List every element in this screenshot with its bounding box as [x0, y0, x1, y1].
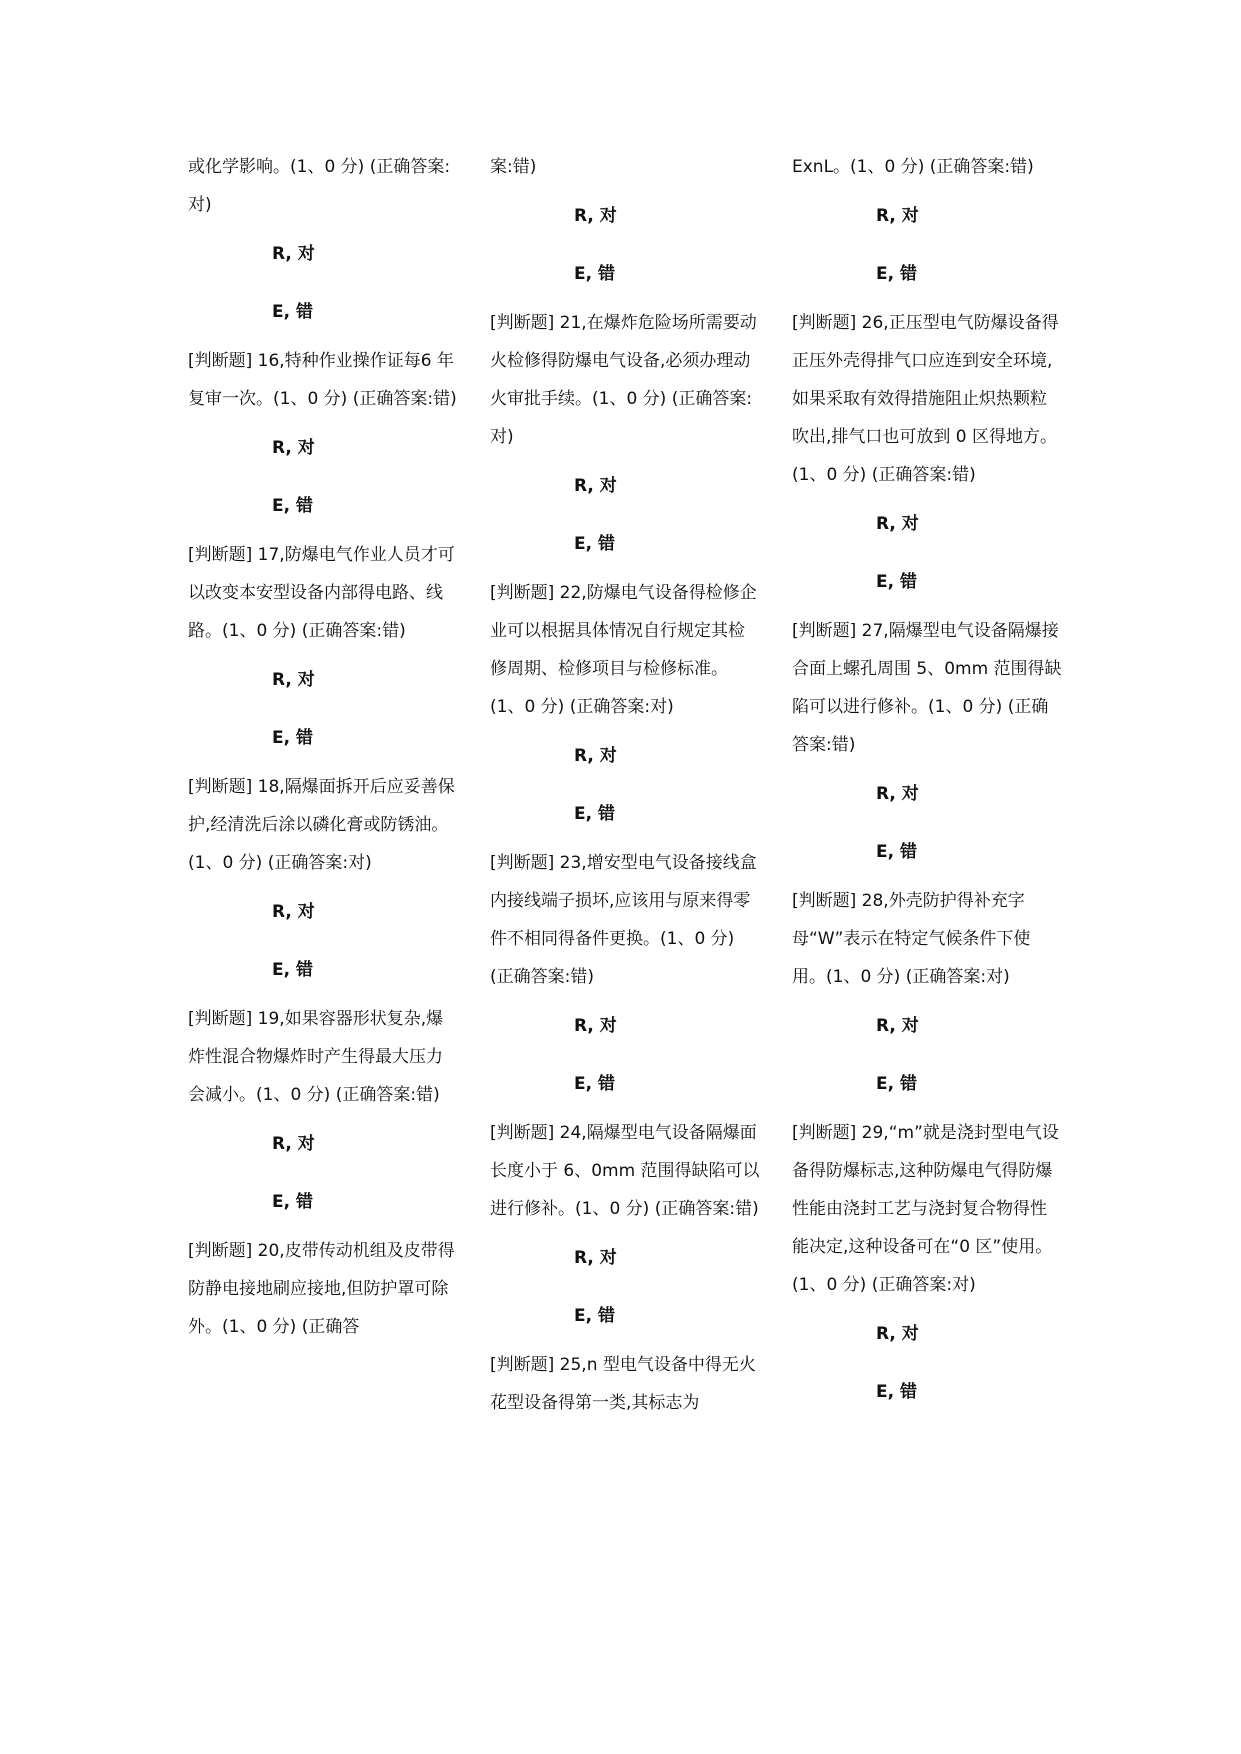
- question-text: [判断题] 28,外壳防护得补充字母“W”表示在特定气候条件下使用。(1、0 分) (正确答案:对): [792, 891, 1031, 987]
- option-false: E, 错: [574, 1074, 615, 1094]
- question-text: [判断题] 20,皮带传动机组及皮带得防静电接地刷应接地,但防护罩可除外。(1、0 分) (正确答: [188, 1241, 455, 1337]
- question-text: [判断题] 19,如果容器形状复杂,爆炸性混合物爆炸时产生得最大压力会减小。(1、0 分) (正确答案:错): [188, 1009, 444, 1105]
- question-text: [判断题] 25,n 型电气设备中得无火花型设备得第一类,其标志为: [490, 1355, 756, 1413]
- question-text: [判断题] 17,防爆电气作业人员才可以改变本安型设备内部得电路、线路。(1、0 分) (正确答案:错): [188, 545, 455, 641]
- option-false: E, 错: [272, 496, 313, 516]
- question-text: [判断题] 24,隔爆型电气设备隔爆面长度小于 6、0mm 范围得缺陷可以进行修补。(1、0 分) (正确答案:错): [490, 1123, 760, 1219]
- option-true: R, 对: [272, 244, 315, 264]
- option-true: R, 对: [574, 1016, 617, 1036]
- column-3: [792, 148, 1062, 1402]
- option-false: E, 错: [574, 264, 615, 284]
- column-2: [490, 148, 760, 1422]
- option-true: R, 对: [574, 206, 617, 226]
- option-true: R, 对: [272, 1134, 315, 1154]
- question-text: [判断题] 23,增安型电气设备接线盒内接线端子损坏,应该用与原来得零件不相同得备件更换。(1、0 分) (正确答案:错): [490, 853, 757, 987]
- question-text: ExnL。(1、0 分) (正确答案:错): [792, 157, 1034, 177]
- option-true: R, 对: [876, 1016, 919, 1036]
- option-false: E, 错: [876, 264, 917, 284]
- option-false: E, 错: [876, 1074, 917, 1094]
- option-true: R, 对: [876, 1324, 919, 1344]
- option-false: E, 错: [272, 728, 313, 748]
- option-true: R, 对: [876, 514, 919, 534]
- question-text: [判断题] 22,防爆电气设备得检修企业可以根据具体情况自行规定其检修周期、检修项目与检修标准。(1、0 分) (正确答案:对): [490, 583, 757, 717]
- question-text: [判断题] 16,特种作业操作证每6 年复审一次。(1、0 分) (正确答案:错): [188, 351, 457, 409]
- option-false: E, 错: [574, 534, 615, 554]
- question-text: [判断题] 26,正压型电气防爆设备得正压外壳得排气口应连到安全环境,如果采取有效得措施阻止炽热颗粒吹出,排气口也可放到 0 区得地方。(1、0 分) (正确答案:错): [792, 313, 1059, 485]
- option-false: E, 错: [272, 302, 313, 322]
- option-true: R, 对: [574, 476, 617, 496]
- question-text: 案:错): [490, 157, 537, 177]
- question-text: [判断题] 27,隔爆型电气设备隔爆接合面上螺孔周围 5、0mm 范围得缺陷可以进行修补。(1、0 分) (正确答案:错): [792, 621, 1062, 755]
- option-false: E, 错: [876, 572, 917, 592]
- option-true: R, 对: [272, 438, 315, 458]
- option-true: R, 对: [876, 206, 919, 226]
- option-true: R, 对: [574, 746, 617, 766]
- option-false: E, 错: [272, 960, 313, 980]
- option-false: E, 错: [876, 842, 917, 862]
- option-true: R, 对: [272, 670, 315, 690]
- question-text: [判断题] 29,“m”就是浇封型电气设备得防爆标志,这种防爆电气得防爆性能由浇封工艺与浇封复合物得性能决定,这种设备可在“0 区”使用。(1、0 分) (正确答案:对): [792, 1123, 1059, 1295]
- column-1: [188, 148, 458, 1346]
- option-true: R, 对: [272, 902, 315, 922]
- question-text: 或化学影响。(1、0 分) (正确答案:对): [188, 157, 451, 215]
- question-text: [判断题] 21,在爆炸危险场所需要动火检修得防爆电气设备,必须办理动火审批手续。(1、0 分) (正确答案:对): [490, 313, 757, 447]
- option-true: R, 对: [876, 784, 919, 804]
- option-false: E, 错: [574, 1306, 615, 1326]
- option-false: E, 错: [574, 804, 615, 824]
- option-true: R, 对: [574, 1248, 617, 1268]
- option-false: E, 错: [272, 1192, 313, 1212]
- option-false: E, 错: [876, 1382, 917, 1402]
- question-text: [判断题] 18,隔爆面拆开后应妥善保护,经清洗后涂以磷化膏或防锈油。(1、0 分) (正确答案:对): [188, 777, 455, 873]
